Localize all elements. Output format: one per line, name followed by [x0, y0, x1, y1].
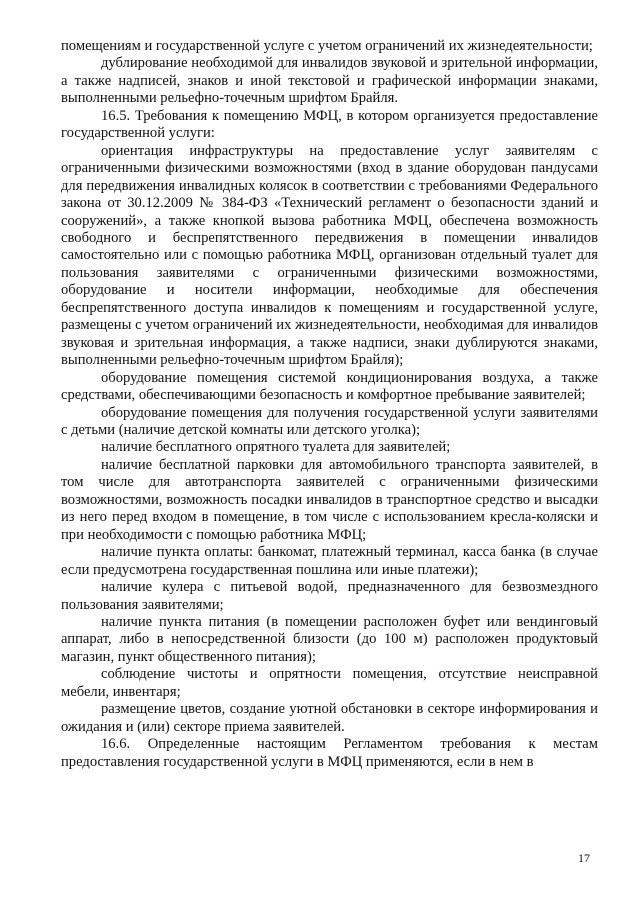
paragraph: соблюдение чистоты и опрятности помещения, отсутствие неисправной мебели, инвентаря; — [61, 666, 598, 700]
paragraph: дублирование необходимой для инвалидов звуковой и зрительной информации, а также надписей, знаков и иной текстовой и графической информации знаками, выполненными рельефно-точечным шрифтом Брайля. — [61, 55, 598, 107]
paragraph: наличие кулера с питьевой водой, предназначенного для безвозмездного пользования заявителями; — [61, 579, 598, 613]
paragraph: ориентация инфраструктуры на предоставление услуг заявителям с ограниченными физическими возможностями (вход в здание оборудован пандусами для передвижения инвалидных колясок в соответствии с требованиями Федерального закона от 30.12.2009 № 384-ФЗ «Технический регламент о безопасности зданий и сооружений», а также кнопкой вызова работника МФЦ, обеспечена возможность свободного и беспрепятственного передвижения в помещении инвалидов самостоятельно или с помощью работника МФЦ, организован отдельный туалет для пользования заявителями с ограниченными физическими возможностями, оборудование и носители информации, необходимые для обеспечения беспрепятственного доступа инвалидов к помещениям и государственной услуге, размещены с учетом ограничений их жизнедеятельности, необходимая для инвалидов звуковая и зрительная информация, а также надписи, знаки дублируются знаками, выполненными рельефно-точечным шрифтом Брайля); — [61, 142, 598, 369]
document-body — [61, 38, 598, 771]
paragraph: 16.6. Определенные настоящим Регламентом требования к местам предоставления государственной услуги в МФЦ применяются, если в нем в — [61, 736, 598, 770]
paragraph: размещение цветов, создание уютной обстановки в секторе информирования и ожидания и (или) секторе приема заявителей. — [61, 701, 598, 735]
paragraph: оборудование помещения для получения государственной услуги заявителями с детьми (наличие детской комнаты или детского уголка); — [61, 404, 598, 438]
paragraph: наличие бесплатного опрятного туалета для заявителей; — [101, 439, 451, 456]
paragraph: наличие бесплатной парковки для автомобильного транспорта заявителей, в том числе для автотранспорта заявителей с ограниченными физическими возможностями, возможность посадки инвалидов в транспортное средство и высадки из него перед входом в помещение, в том числе с использованием кресла-коляски и при необходимости с помощью работника МФЦ; — [61, 456, 598, 543]
page-number: 17 — [578, 851, 590, 865]
paragraph: наличие пункта питания (в помещении расположен буфет или вендинговый аппарат, либо в непосредственной близости (до 100 м) расположен продуктовый магазин, пункт общественного питания); — [61, 613, 598, 665]
paragraph: оборудование помещения системой кондиционирования воздуха, а также средствами, обеспечивающими безопасность и комфортное пребывание заявителей; — [61, 369, 598, 404]
paragraph: помещениям и государственной услуге с учетом ограничений их жизнедеятельности; — [61, 38, 593, 54]
paragraph: 16.5. Требования к помещению МФЦ, в котором организуется предоставление государственной услуги: — [61, 107, 598, 142]
paragraph: наличие пункта оплаты: банкомат, платежный терминал, касса банка (в случае если предусмотрена государственная пошлина или иные платежи); — [61, 544, 598, 578]
